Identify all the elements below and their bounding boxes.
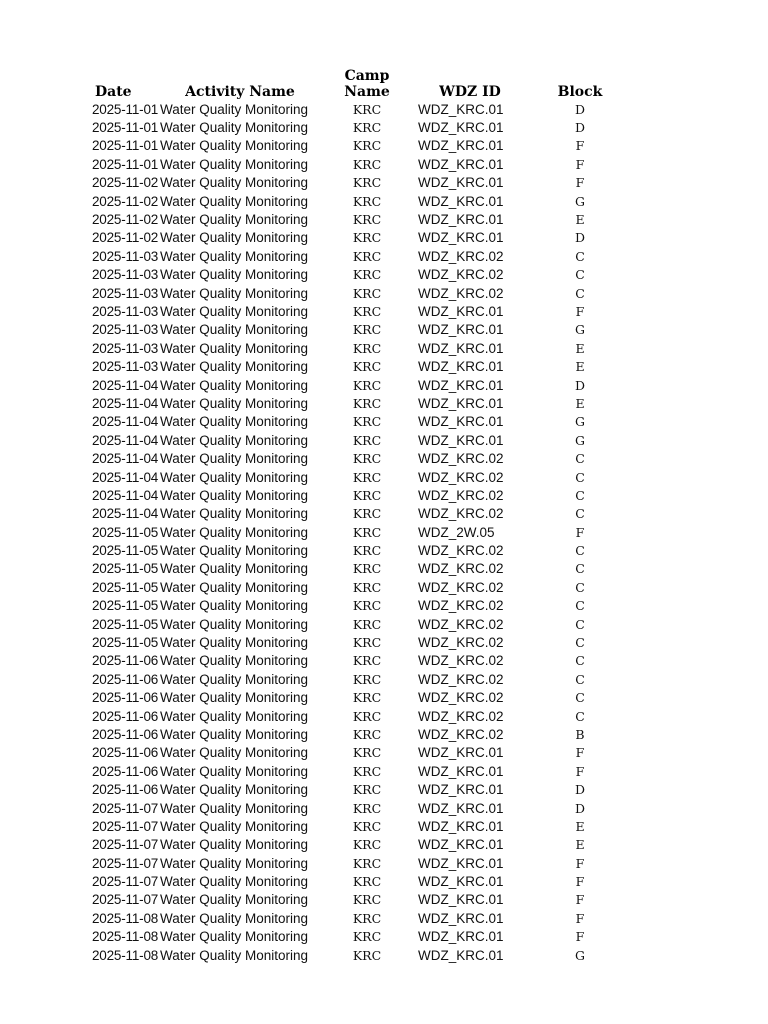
header-block: Block xyxy=(557,84,603,100)
header-wdz-id: WDZ ID xyxy=(439,84,501,100)
table-row xyxy=(92,928,634,946)
cell-date: 2025-11-04 xyxy=(92,395,159,411)
cell-wdz-id: WDZ_KRC.01 xyxy=(418,322,504,338)
table-row xyxy=(92,118,634,136)
cell-activity-name: Water Quality Monitoring xyxy=(160,340,309,356)
cell-activity-name: Water Quality Monitoring xyxy=(160,267,309,283)
cell-block: G xyxy=(575,432,585,448)
table-row xyxy=(92,762,634,780)
cell-camp-name: KRC xyxy=(352,414,382,430)
cell-activity-name: Water Quality Monitoring xyxy=(160,818,309,834)
cell-wdz-id: WDZ_KRC.01 xyxy=(418,138,504,154)
table-row xyxy=(92,909,634,927)
cell-activity-name: Water Quality Monitoring xyxy=(160,800,309,816)
table-row xyxy=(92,137,634,155)
cell-wdz-id: WDZ_KRC.01 xyxy=(418,947,504,963)
table-row xyxy=(92,321,634,339)
table-row xyxy=(92,597,634,615)
cell-date: 2025-11-01 xyxy=(92,156,159,172)
cell-wdz-id: WDZ_KRC.02 xyxy=(418,451,504,467)
cell-block: F xyxy=(575,745,585,761)
cell-wdz-id: WDZ_KRC.02 xyxy=(418,616,504,632)
cell-wdz-id: WDZ_KRC.01 xyxy=(418,800,504,816)
table-row xyxy=(92,707,634,725)
cell-activity-name: Water Quality Monitoring xyxy=(160,524,309,540)
cell-activity-name: Water Quality Monitoring xyxy=(160,487,309,503)
cell-activity-name: Water Quality Monitoring xyxy=(160,635,309,651)
cell-date: 2025-11-04 xyxy=(92,487,159,503)
cell-wdz-id: WDZ_KRC.02 xyxy=(418,635,504,651)
cell-activity-name: Water Quality Monitoring xyxy=(160,230,309,246)
cell-activity-name: Water Quality Monitoring xyxy=(160,303,309,319)
cell-activity-name: Water Quality Monitoring xyxy=(160,543,309,559)
cell-date: 2025-11-07 xyxy=(92,818,159,834)
table-row xyxy=(92,946,634,964)
cell-activity-name: Water Quality Monitoring xyxy=(160,671,309,687)
table-row xyxy=(92,541,634,559)
cell-camp-name: KRC xyxy=(352,193,382,209)
cell-camp-name: KRC xyxy=(352,855,382,871)
cell-block: F xyxy=(575,763,585,779)
cell-block: E xyxy=(575,359,585,375)
table-row xyxy=(92,505,634,523)
table-row xyxy=(92,210,634,228)
cell-wdz-id: WDZ_KRC.01 xyxy=(418,929,504,945)
cell-wdz-id: WDZ_KRC.01 xyxy=(418,782,504,798)
cell-block: D xyxy=(574,120,586,136)
cell-block: F xyxy=(575,175,585,191)
cell-wdz-id: WDZ_KRC.02 xyxy=(418,598,504,614)
cell-wdz-id: WDZ_2W.05 xyxy=(418,524,495,540)
cell-activity-name: Water Quality Monitoring xyxy=(160,616,309,632)
cell-wdz-id: WDZ_KRC.01 xyxy=(418,156,504,172)
cell-date: 2025-11-04 xyxy=(92,469,159,485)
cell-activity-name: Water Quality Monitoring xyxy=(160,726,309,742)
cell-camp-name: KRC xyxy=(352,800,382,816)
cell-activity-name: Water Quality Monitoring xyxy=(160,598,309,614)
cell-date: 2025-11-05 xyxy=(92,579,159,595)
cell-wdz-id: WDZ_KRC.01 xyxy=(418,910,504,926)
table-row xyxy=(92,394,634,412)
cell-camp-name: KRC xyxy=(352,543,382,559)
cell-block: D xyxy=(574,377,586,393)
cell-wdz-id: WDZ_KRC.02 xyxy=(418,267,504,283)
cell-block: C xyxy=(575,248,585,264)
table-row xyxy=(92,652,634,670)
cell-block: C xyxy=(575,451,585,467)
cell-block: F xyxy=(575,892,585,908)
cell-camp-name: KRC xyxy=(352,340,382,356)
cell-block: C xyxy=(575,543,585,559)
cell-date: 2025-11-01 xyxy=(92,120,159,136)
cell-date: 2025-11-01 xyxy=(92,101,159,117)
cell-activity-name: Water Quality Monitoring xyxy=(160,506,309,522)
cell-activity-name: Water Quality Monitoring xyxy=(160,451,309,467)
cell-camp-name: KRC xyxy=(352,910,382,926)
cell-activity-name: Water Quality Monitoring xyxy=(160,138,309,154)
cell-camp-name: KRC xyxy=(352,303,382,319)
cell-camp-name: KRC xyxy=(352,322,382,338)
cell-wdz-id: WDZ_KRC.01 xyxy=(418,193,504,209)
cell-block: C xyxy=(575,708,585,724)
cell-wdz-id: WDZ_KRC.02 xyxy=(418,487,504,503)
cell-camp-name: KRC xyxy=(352,175,382,191)
cell-wdz-id: WDZ_KRC.02 xyxy=(418,708,504,724)
cell-block: F xyxy=(575,303,585,319)
table-row xyxy=(92,266,634,284)
cell-date: 2025-11-03 xyxy=(92,303,159,319)
cell-block: G xyxy=(575,947,585,963)
cell-block: C xyxy=(575,690,585,706)
table-row xyxy=(92,431,634,449)
cell-camp-name: KRC xyxy=(352,506,382,522)
cell-activity-name: Water Quality Monitoring xyxy=(160,156,309,172)
cell-date: 2025-11-07 xyxy=(92,874,159,890)
cell-date: 2025-11-02 xyxy=(92,212,159,228)
cell-date: 2025-11-03 xyxy=(92,340,159,356)
cell-date: 2025-11-08 xyxy=(92,929,159,945)
cell-block: E xyxy=(575,837,585,853)
table-row xyxy=(92,872,634,890)
cell-date: 2025-11-05 xyxy=(92,524,159,540)
cell-wdz-id: WDZ_KRC.01 xyxy=(418,892,504,908)
cell-wdz-id: WDZ_KRC.01 xyxy=(418,212,504,228)
cell-block: C xyxy=(575,635,585,651)
cell-date: 2025-11-03 xyxy=(92,359,159,375)
cell-activity-name: Water Quality Monitoring xyxy=(160,322,309,338)
cell-camp-name: KRC xyxy=(352,616,382,632)
cell-wdz-id: WDZ_KRC.01 xyxy=(418,175,504,191)
cell-wdz-id: WDZ_KRC.02 xyxy=(418,690,504,706)
cell-date: 2025-11-02 xyxy=(92,193,159,209)
table-row xyxy=(92,633,634,651)
cell-wdz-id: WDZ_KRC.01 xyxy=(418,763,504,779)
table-row xyxy=(92,891,634,909)
table-row xyxy=(92,302,634,320)
cell-wdz-id: WDZ_KRC.01 xyxy=(418,101,504,117)
cell-activity-name: Water Quality Monitoring xyxy=(160,101,309,117)
cell-date: 2025-11-04 xyxy=(92,432,159,448)
cell-block: F xyxy=(575,910,585,926)
cell-camp-name: KRC xyxy=(352,101,382,117)
cell-activity-name: Water Quality Monitoring xyxy=(160,690,309,706)
cell-block: C xyxy=(575,267,585,283)
cell-camp-name: KRC xyxy=(352,248,382,264)
cell-wdz-id: WDZ_KRC.01 xyxy=(418,395,504,411)
cell-activity-name: Water Quality Monitoring xyxy=(160,874,309,890)
cell-activity-name: Water Quality Monitoring xyxy=(160,855,309,871)
table-row xyxy=(92,357,634,375)
cell-date: 2025-11-03 xyxy=(92,267,159,283)
cell-block: F xyxy=(575,874,585,890)
cell-date: 2025-11-03 xyxy=(92,285,159,301)
cell-wdz-id: WDZ_KRC.01 xyxy=(418,432,504,448)
cell-block: D xyxy=(574,101,586,117)
cell-activity-name: Water Quality Monitoring xyxy=(160,579,309,595)
cell-date: 2025-11-05 xyxy=(92,561,159,577)
cell-camp-name: KRC xyxy=(352,156,382,172)
cell-wdz-id: WDZ_KRC.02 xyxy=(418,671,504,687)
table-body xyxy=(92,100,634,964)
cell-block: D xyxy=(574,782,586,798)
cell-block: F xyxy=(575,524,585,540)
cell-date: 2025-11-06 xyxy=(92,708,159,724)
cell-date: 2025-11-04 xyxy=(92,414,159,430)
cell-camp-name: KRC xyxy=(352,763,382,779)
cell-camp-name: KRC xyxy=(352,653,382,669)
table-row xyxy=(92,376,634,394)
cell-date: 2025-11-06 xyxy=(92,763,159,779)
cell-camp-name: KRC xyxy=(352,561,382,577)
cell-wdz-id: WDZ_KRC.02 xyxy=(418,285,504,301)
cell-block: G xyxy=(575,322,585,338)
header-row xyxy=(92,68,634,100)
cell-block: G xyxy=(575,193,585,209)
table-row xyxy=(92,799,634,817)
cell-activity-name: Water Quality Monitoring xyxy=(160,561,309,577)
cell-date: 2025-11-05 xyxy=(92,635,159,651)
cell-block: C xyxy=(575,653,585,669)
cell-wdz-id: WDZ_KRC.02 xyxy=(418,543,504,559)
table-row xyxy=(92,174,634,192)
cell-camp-name: KRC xyxy=(352,395,382,411)
cell-block: E xyxy=(575,395,585,411)
cell-wdz-id: WDZ_KRC.01 xyxy=(418,818,504,834)
cell-wdz-id: WDZ_KRC.02 xyxy=(418,579,504,595)
cell-date: 2025-11-03 xyxy=(92,322,159,338)
cell-camp-name: KRC xyxy=(352,524,382,540)
cell-block: B xyxy=(575,726,585,742)
cell-date: 2025-11-07 xyxy=(92,800,159,816)
cell-camp-name: KRC xyxy=(352,120,382,136)
cell-activity-name: Water Quality Monitoring xyxy=(160,120,309,136)
cell-date: 2025-11-02 xyxy=(92,175,159,191)
table-row xyxy=(92,578,634,596)
cell-camp-name: KRC xyxy=(352,487,382,503)
table-row xyxy=(92,449,634,467)
cell-wdz-id: WDZ_KRC.01 xyxy=(418,359,504,375)
table-row xyxy=(92,744,634,762)
cell-activity-name: Water Quality Monitoring xyxy=(160,929,309,945)
cell-block: C xyxy=(575,561,585,577)
cell-camp-name: KRC xyxy=(352,782,382,798)
cell-block: F xyxy=(575,156,585,172)
cell-date: 2025-11-04 xyxy=(92,451,159,467)
cell-activity-name: Water Quality Monitoring xyxy=(160,763,309,779)
cell-activity-name: Water Quality Monitoring xyxy=(160,708,309,724)
cell-wdz-id: WDZ_KRC.01 xyxy=(418,230,504,246)
cell-block: F xyxy=(575,929,585,945)
cell-date: 2025-11-06 xyxy=(92,671,159,687)
cell-wdz-id: WDZ_KRC.01 xyxy=(418,120,504,136)
cell-camp-name: KRC xyxy=(352,451,382,467)
cell-wdz-id: WDZ_KRC.01 xyxy=(418,745,504,761)
cell-block: C xyxy=(575,487,585,503)
cell-activity-name: Water Quality Monitoring xyxy=(160,285,309,301)
cell-block: C xyxy=(575,579,585,595)
cell-activity-name: Water Quality Monitoring xyxy=(160,248,309,264)
cell-camp-name: KRC xyxy=(352,377,382,393)
cell-wdz-id: WDZ_KRC.01 xyxy=(418,414,504,430)
cell-block: C xyxy=(575,285,585,301)
cell-camp-name: KRC xyxy=(352,818,382,834)
cell-camp-name: KRC xyxy=(352,708,382,724)
table-row xyxy=(92,100,634,118)
cell-activity-name: Water Quality Monitoring xyxy=(160,910,309,926)
cell-date: 2025-11-03 xyxy=(92,248,159,264)
cell-block: G xyxy=(575,414,585,430)
cell-block: C xyxy=(575,616,585,632)
cell-block: D xyxy=(574,230,586,246)
table-row xyxy=(92,192,634,210)
table-row xyxy=(92,339,634,357)
cell-activity-name: Water Quality Monitoring xyxy=(160,782,309,798)
cell-camp-name: KRC xyxy=(352,469,382,485)
cell-camp-name: KRC xyxy=(352,230,382,246)
cell-wdz-id: WDZ_KRC.01 xyxy=(418,874,504,890)
cell-date: 2025-11-01 xyxy=(92,138,159,154)
spreadsheet-page xyxy=(92,68,652,964)
cell-block: C xyxy=(575,469,585,485)
cell-date: 2025-11-04 xyxy=(92,377,159,393)
cell-date: 2025-11-02 xyxy=(92,230,159,246)
table-row xyxy=(92,468,634,486)
table-row xyxy=(92,854,634,872)
table-row xyxy=(92,780,634,798)
cell-date: 2025-11-05 xyxy=(92,616,159,632)
cell-activity-name: Water Quality Monitoring xyxy=(160,193,309,209)
table-row xyxy=(92,247,634,265)
cell-date: 2025-11-05 xyxy=(92,598,159,614)
cell-date: 2025-11-06 xyxy=(92,745,159,761)
cell-block: E xyxy=(575,818,585,834)
cell-activity-name: Water Quality Monitoring xyxy=(160,837,309,853)
cell-camp-name: KRC xyxy=(352,671,382,687)
cell-camp-name: KRC xyxy=(352,267,382,283)
table-row xyxy=(92,523,634,541)
cell-date: 2025-11-07 xyxy=(92,892,159,908)
cell-activity-name: Water Quality Monitoring xyxy=(160,395,309,411)
cell-camp-name: KRC xyxy=(352,432,382,448)
cell-wdz-id: WDZ_KRC.01 xyxy=(418,855,504,871)
cell-activity-name: Water Quality Monitoring xyxy=(160,432,309,448)
cell-date: 2025-11-06 xyxy=(92,690,159,706)
cell-camp-name: KRC xyxy=(352,874,382,890)
cell-activity-name: Water Quality Monitoring xyxy=(160,892,309,908)
table-row xyxy=(92,284,634,302)
table-row xyxy=(92,155,634,173)
cell-wdz-id: WDZ_KRC.01 xyxy=(418,340,504,356)
cell-date: 2025-11-05 xyxy=(92,543,159,559)
cell-block: F xyxy=(575,138,585,154)
header-activity-name: Activity Name xyxy=(185,84,295,100)
cell-camp-name: KRC xyxy=(352,635,382,651)
cell-block: C xyxy=(575,506,585,522)
table-row xyxy=(92,670,634,688)
cell-block: C xyxy=(575,671,585,687)
activity-table xyxy=(92,68,634,964)
cell-wdz-id: WDZ_KRC.02 xyxy=(418,248,504,264)
table-row xyxy=(92,560,634,578)
cell-camp-name: KRC xyxy=(352,579,382,595)
cell-wdz-id: WDZ_KRC.02 xyxy=(418,653,504,669)
cell-activity-name: Water Quality Monitoring xyxy=(160,359,309,375)
cell-camp-name: KRC xyxy=(352,598,382,614)
cell-date: 2025-11-07 xyxy=(92,855,159,871)
cell-activity-name: Water Quality Monitoring xyxy=(160,653,309,669)
cell-activity-name: Water Quality Monitoring xyxy=(160,947,309,963)
header-camp-name: Camp Name xyxy=(344,68,390,100)
cell-activity-name: Water Quality Monitoring xyxy=(160,175,309,191)
cell-date: 2025-11-04 xyxy=(92,506,159,522)
cell-date: 2025-11-08 xyxy=(92,910,159,926)
table-row xyxy=(92,413,634,431)
cell-wdz-id: WDZ_KRC.01 xyxy=(418,837,504,853)
table-row xyxy=(92,689,634,707)
cell-camp-name: KRC xyxy=(352,892,382,908)
table-row xyxy=(92,486,634,504)
table-row xyxy=(92,836,634,854)
cell-activity-name: Water Quality Monitoring xyxy=(160,745,309,761)
cell-camp-name: KRC xyxy=(352,212,382,228)
table-row xyxy=(92,725,634,743)
cell-camp-name: KRC xyxy=(352,745,382,761)
cell-camp-name: KRC xyxy=(352,726,382,742)
header-date: Date xyxy=(95,84,132,100)
cell-date: 2025-11-06 xyxy=(92,726,159,742)
cell-camp-name: KRC xyxy=(352,690,382,706)
cell-activity-name: Water Quality Monitoring xyxy=(160,414,309,430)
cell-block: C xyxy=(575,598,585,614)
cell-wdz-id: WDZ_KRC.02 xyxy=(418,726,504,742)
cell-block: D xyxy=(574,800,586,816)
cell-activity-name: Water Quality Monitoring xyxy=(160,377,309,393)
cell-wdz-id: WDZ_KRC.02 xyxy=(418,469,504,485)
table-row xyxy=(92,817,634,835)
cell-date: 2025-11-08 xyxy=(92,947,159,963)
cell-camp-name: KRC xyxy=(352,929,382,945)
cell-activity-name: Water Quality Monitoring xyxy=(160,212,309,228)
cell-date: 2025-11-06 xyxy=(92,782,159,798)
cell-wdz-id: WDZ_KRC.01 xyxy=(418,377,504,393)
cell-wdz-id: WDZ_KRC.01 xyxy=(418,303,504,319)
cell-camp-name: KRC xyxy=(352,837,382,853)
cell-wdz-id: WDZ_KRC.02 xyxy=(418,561,504,577)
cell-camp-name: KRC xyxy=(352,285,382,301)
cell-date: 2025-11-06 xyxy=(92,653,159,669)
cell-camp-name: KRC xyxy=(352,138,382,154)
cell-wdz-id: WDZ_KRC.02 xyxy=(418,506,504,522)
cell-camp-name: KRC xyxy=(352,359,382,375)
table-row xyxy=(92,229,634,247)
table-row xyxy=(92,615,634,633)
cell-block: F xyxy=(575,855,585,871)
cell-block: E xyxy=(575,340,585,356)
cell-date: 2025-11-07 xyxy=(92,837,159,853)
cell-activity-name: Water Quality Monitoring xyxy=(160,469,309,485)
cell-block: E xyxy=(575,212,585,228)
cell-camp-name: KRC xyxy=(352,947,382,963)
